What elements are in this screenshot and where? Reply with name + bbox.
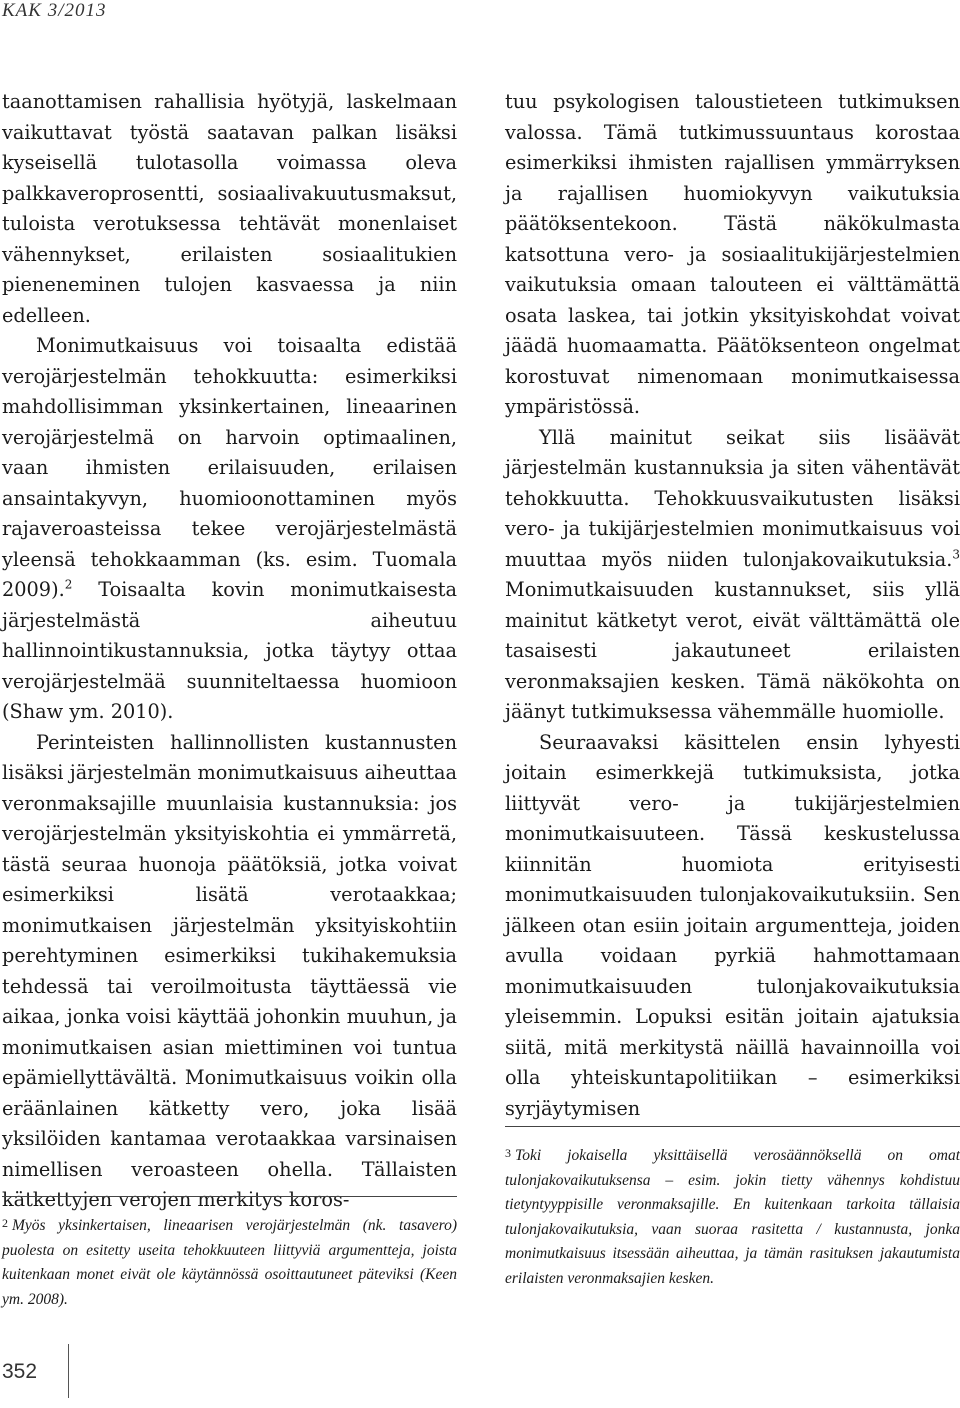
left-column — [2, 87, 457, 1216]
left-paragraph-2-text-a: Monimutkaisuus voi toisaalta edistää verojärjestelmän tehokkuutta: esimerkiksi mahdollisimman yksinkertainen, lineaarinen verojärjestelmä on harvoin optimaalinen, vaan ihmisten erilaisuuden, erilaisen ansaintakyvyn, huomioonottaminen myös rajaveroasteissa tekee verojärjestelmästä yleensä tehokkaamman (ks. esim. Tuomala 2009). — [2, 334, 457, 601]
page-number: 352 — [2, 1360, 38, 1383]
footnote-2-text: Myös yksinkertaisen, lineaarisen verojärjestelmän (nk. tasavero) puolesta on esitetty useita tehokkuuteen liittyviä argumentteja, joista kuitenkaan monet eivät ole käytännössä osoittautuneet päteviksi (Keen ym. 2008). — [2, 1217, 457, 1308]
footnote-divider — [2, 1196, 457, 1197]
footnote-3-number: 3 — [505, 1146, 511, 1160]
footnote-ref-3: 3 — [952, 547, 960, 562]
left-paragraph-2-text-b: Toisaalta kovin monimutkaisesta järjestelmästä aiheutuu hallinnointikustannuksia, jotka täytyy ottaa verojärjestelmää suunniteltaessa huomioon (Shaw ym. 2010). — [2, 578, 457, 723]
left-paragraph-2 — [2, 331, 457, 728]
right-paragraph-2-text-a: Yllä mainitut seikat siis lisäävät järjestelmän kustannuksia ja siten vähentävät tehokkuutta. Tehokkuusvaikutusten lisäksi vero- ja tukijärjestelmien monimutkaisuus voi muuttaa myös niiden tulonjakovaikutuksia. — [505, 425, 960, 571]
footnote-2 — [2, 1211, 457, 1312]
right-paragraph-2 — [505, 423, 960, 728]
footnote-area-right — [505, 1126, 960, 1291]
right-paragraph-1: tuu psykologisen taloustieteen tutkimuksen valossa. Tämä tutkimussuuntaus korostaa esimerkiksi ihmisten rajallisen ymmärryksen ja rajallisen huomiokyvyn vaikutuksia päätöksentekoon. Tästä näkökulmasta katsottuna vero- ja sosiaalitukijärjestelmien vaikutuksia omaan talouteen ei välttämättä osata laskea, tai jotkin yksityiskohdat voivat jäädä huomaamatta. Päätöksenteon ongelmat korostuvat nimenomaan monimutkaisessa ympäristössä. — [505, 90, 960, 418]
footnote-area-left — [2, 1196, 457, 1312]
footnote-divider — [505, 1126, 960, 1127]
left-paragraph-1: taanottamisen rahallisia hyötyjä, laskelmaan vaikuttavat työstä saatavan palkan lisäksi kyseisellä tulotasolla voimassa oleva palkkaveroprosentti, sosiaalivakuutusmaksut, tuloista verotuksessa tehtävät monenlaiset vähennykset, erilaisten sosiaalitukien pieneneminen tulojen kasvaessa ja niin edelleen. — [2, 90, 457, 327]
right-paragraph-2-text-b: Monimutkaisuuden kustannukset, siis yllä mainitut kätketyt verot, eivät välttämättä ole tasaisesti jakautuneet erilaisten veronmaksajien kesken. Tämä näkökohta on jäänyt tutkimuksessa vähemmälle huomiolle. — [505, 578, 960, 723]
footnote-3 — [505, 1141, 960, 1291]
right-paragraph-3: Seuraavaksi käsittelen ensin lyhyesti joitain esimerkkejä tutkimuksista, jotka liittyvät vero- ja tukijärjestelmien monimutkaisuuteen. Tässä keskustelussa kiinnitän huomiota erityisesti monimutkaisuuden tulonjakovaikutuksiin. Sen jälkeen otan esiin joitain argumentteja, joiden avulla voidaan pyrkiä hahmottamaan monimutkaisuuden tulonjakovaikutuksia yleisemmin. Lopuksi esitän joitain ajatuksia siitä, mitä merkitystä näillä havainnoilla voi olla yhteiskuntapolitiikan – esimerkiksi syrjäytymisen — [505, 730, 960, 1120]
footnote-2-number: 2 — [2, 1216, 8, 1230]
right-column — [505, 87, 960, 1124]
running-header: KAK 3/2013 — [2, 0, 107, 21]
page-number-divider — [68, 1344, 69, 1398]
footnote-3-text: Toki jokaisella yksittäisellä verosäännöksellä on omat tulonjakovaikutuksensa – esim. jokin tietty vähennys kohdistuu tietyntyyppisille veronmaksajille. En kuitenkaan tarkoita tällaisia tulonjakovaikutuksia, vaan suoraa rasitetta / kustannusta, jonka monimutkaisuus itsessään aiheuttaa, ja tämän rasituksen jakautumista erilaisten veronmaksajien kesken. — [505, 1147, 960, 1287]
footnote-ref-2: 2 — [64, 577, 73, 592]
left-paragraph-3: Perinteisten hallinnollisten kustannusten lisäksi järjestelmän monimutkaisuus aiheuttaa veronmaksajille muunlaisia kustannuksia: jos verojärjestelmän yksityiskohtia ei ymmärretä, tästä seuraa huonoja päätöksiä, jotka voivat esimerkiksi lisätä verotaakkaa; monimutkaisen järjestelmän yksityiskohtiin perehtyminen esimerkiksi tukihakemuksia tehdessä tai veroilmoitusta täyttäessä vie aikaa, jonka voisi käyttää johonkin muuhun, ja monimutkaisen asian miettiminen voi tuntua epämiellyttävältä. Monimutkaisuus voikin olla eräänlainen kätketty vero, joka lisää yksilöiden kantamaa verotaakkaa varsinaisen nimellisen veroasteen ohella. Tällaisten kätkettyjen verojen merkitys koros- — [2, 730, 457, 1211]
